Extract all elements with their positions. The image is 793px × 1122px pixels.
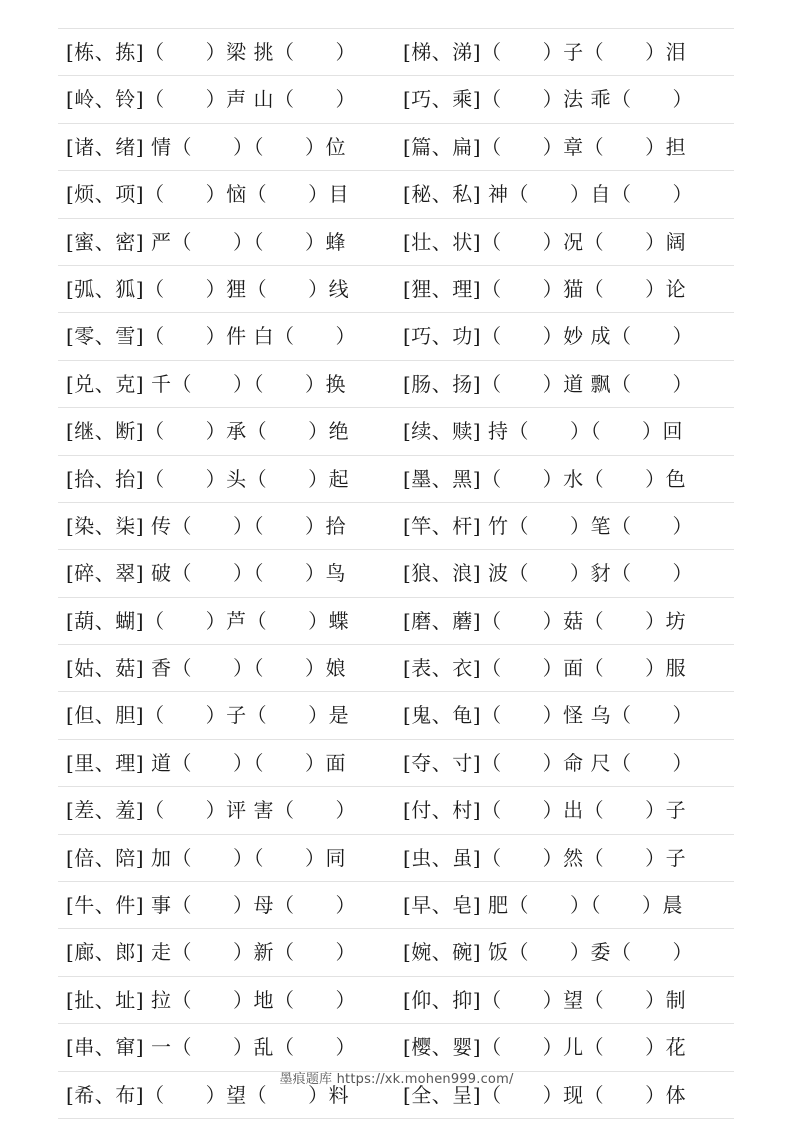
exercise-left: [姑、菇] 香（ ）（ ）娘 (66, 656, 346, 681)
exercise-left: [蜜、密] 严（ ）（ ）蜂 (66, 229, 346, 254)
exercise-right: [巧、乘]（ ）法 乖（ ） (403, 87, 693, 112)
exercise-right: [狸、理]（ ）猫（ ）论 (403, 276, 687, 301)
exercise-row (58, 265, 734, 312)
exercise-right: [壮、状]（ ）况（ ）阔 (403, 229, 687, 254)
exercise-right: [狼、浪] 波（ ）豺（ ） (403, 561, 693, 586)
exercise-right: [夺、寸]（ ）命 尺（ ） (403, 750, 693, 775)
exercise-row (58, 312, 734, 359)
exercise-left: [廊、郎] 走（ ）新（ ） (66, 940, 356, 965)
exercise-row (58, 170, 734, 217)
exercise-row (58, 28, 734, 75)
exercise-right: [续、赎] 持（ ）（ ）回 (403, 419, 683, 444)
exercise-row (58, 739, 734, 786)
exercise-row (58, 928, 734, 975)
exercise-row (58, 1023, 734, 1070)
exercise-row (58, 881, 734, 928)
exercise-left: [弧、狐]（ ）狸（ ）线 (66, 276, 350, 301)
exercise-right: [秘、私] 神（ ）自（ ） (403, 182, 693, 207)
exercise-left: [葫、蝴]（ ）芦（ ）蝶 (66, 608, 350, 633)
exercise-left: [希、布]（ ）望（ ）料 (66, 1082, 350, 1107)
exercise-left: [差、羞]（ ）评 害（ ） (66, 798, 356, 823)
exercise-row (58, 597, 734, 644)
exercise-left: [牛、件] 事（ ）母（ ） (66, 893, 356, 918)
exercise-right: [婉、碗] 饭（ ）委（ ） (403, 940, 693, 965)
exercise-left: [里、理] 道（ ）（ ）面 (66, 750, 346, 775)
exercise-row (58, 834, 734, 881)
exercise-left: [碎、翠] 破（ ）（ ）鸟 (66, 561, 346, 586)
exercise-left: [诸、绪] 情（ ）（ ）位 (66, 134, 346, 159)
exercise-right: [樱、婴]（ ）儿（ ）花 (403, 1035, 687, 1060)
exercise-right: [全、呈]（ ）现（ ）体 (403, 1082, 687, 1107)
exercise-left: [拾、抬]（ ）头（ ）起 (66, 466, 350, 491)
exercise-row (58, 360, 734, 407)
exercise-left: [扯、址] 拉（ ）地（ ） (66, 987, 356, 1012)
exercise-right: [仰、抑]（ ）望（ ）制 (403, 987, 687, 1012)
exercise-row (58, 691, 734, 738)
exercise-right: [巧、功]（ ）妙 成（ ） (403, 324, 693, 349)
exercise-right: [鬼、龟]（ ）怪 乌（ ） (403, 703, 693, 728)
exercise-left: [染、柒] 传（ ）（ ）拾 (66, 513, 346, 538)
exercise-left: [栋、拣]（ ）梁 挑（ ） (66, 40, 356, 64)
exercise-right: [竿、杆] 竹（ ）笔（ ） (403, 513, 693, 538)
exercise-right: [肠、扬]（ ）道 飘（ ） (403, 371, 693, 396)
exercise-left: [但、胆]（ ）子（ ）是 (66, 703, 350, 728)
exercise-row (58, 407, 734, 454)
exercise-left: [岭、铃]（ ）声 山（ ） (66, 87, 356, 112)
exercise-left: [零、雪]（ ）件 白（ ） (66, 324, 356, 349)
exercise-row (58, 455, 734, 502)
exercise-right: [磨、蘑]（ ）菇（ ）坊 (403, 608, 687, 633)
exercise-row (58, 502, 734, 549)
exercise-left: [继、断]（ ）承（ ）绝 (66, 419, 350, 444)
exercise-row (58, 75, 734, 122)
exercise-right: [梯、涕]（ ）子（ ）泪 (403, 40, 687, 64)
exercise-row (58, 549, 734, 596)
exercise-right: [付、村]（ ）出（ ）子 (403, 798, 687, 823)
exercise-row (58, 123, 734, 170)
exercise-left: [倍、陪] 加（ ）（ ）同 (66, 845, 346, 870)
watermark: 墨痕题库 https://xk.mohen999.com/ (279, 1072, 514, 1087)
exercise-left: [兑、克] 千（ ）（ ）换 (66, 371, 346, 396)
exercise-left: [烦、项]（ ）恼（ ）目 (66, 182, 350, 207)
exercise-row (58, 786, 734, 833)
exercise-row (58, 218, 734, 265)
exercise-right: [墨、黑]（ ）水（ ）色 (403, 466, 687, 491)
exercise-row (58, 644, 734, 691)
exercise-right: [早、皂] 肥（ ）（ ）晨 (403, 893, 683, 918)
exercise-row (58, 976, 734, 1023)
exercise-right: [表、衣]（ ）面（ ）服 (403, 656, 687, 681)
exercise-left: [串、窜] 一（ ）乱（ ） (66, 1035, 356, 1060)
exercise-right: [篇、扁]（ ）章（ ）担 (403, 134, 687, 159)
exercise-sheet (58, 28, 734, 1119)
exercise-right: [虫、虽]（ ）然（ ）子 (403, 845, 687, 870)
